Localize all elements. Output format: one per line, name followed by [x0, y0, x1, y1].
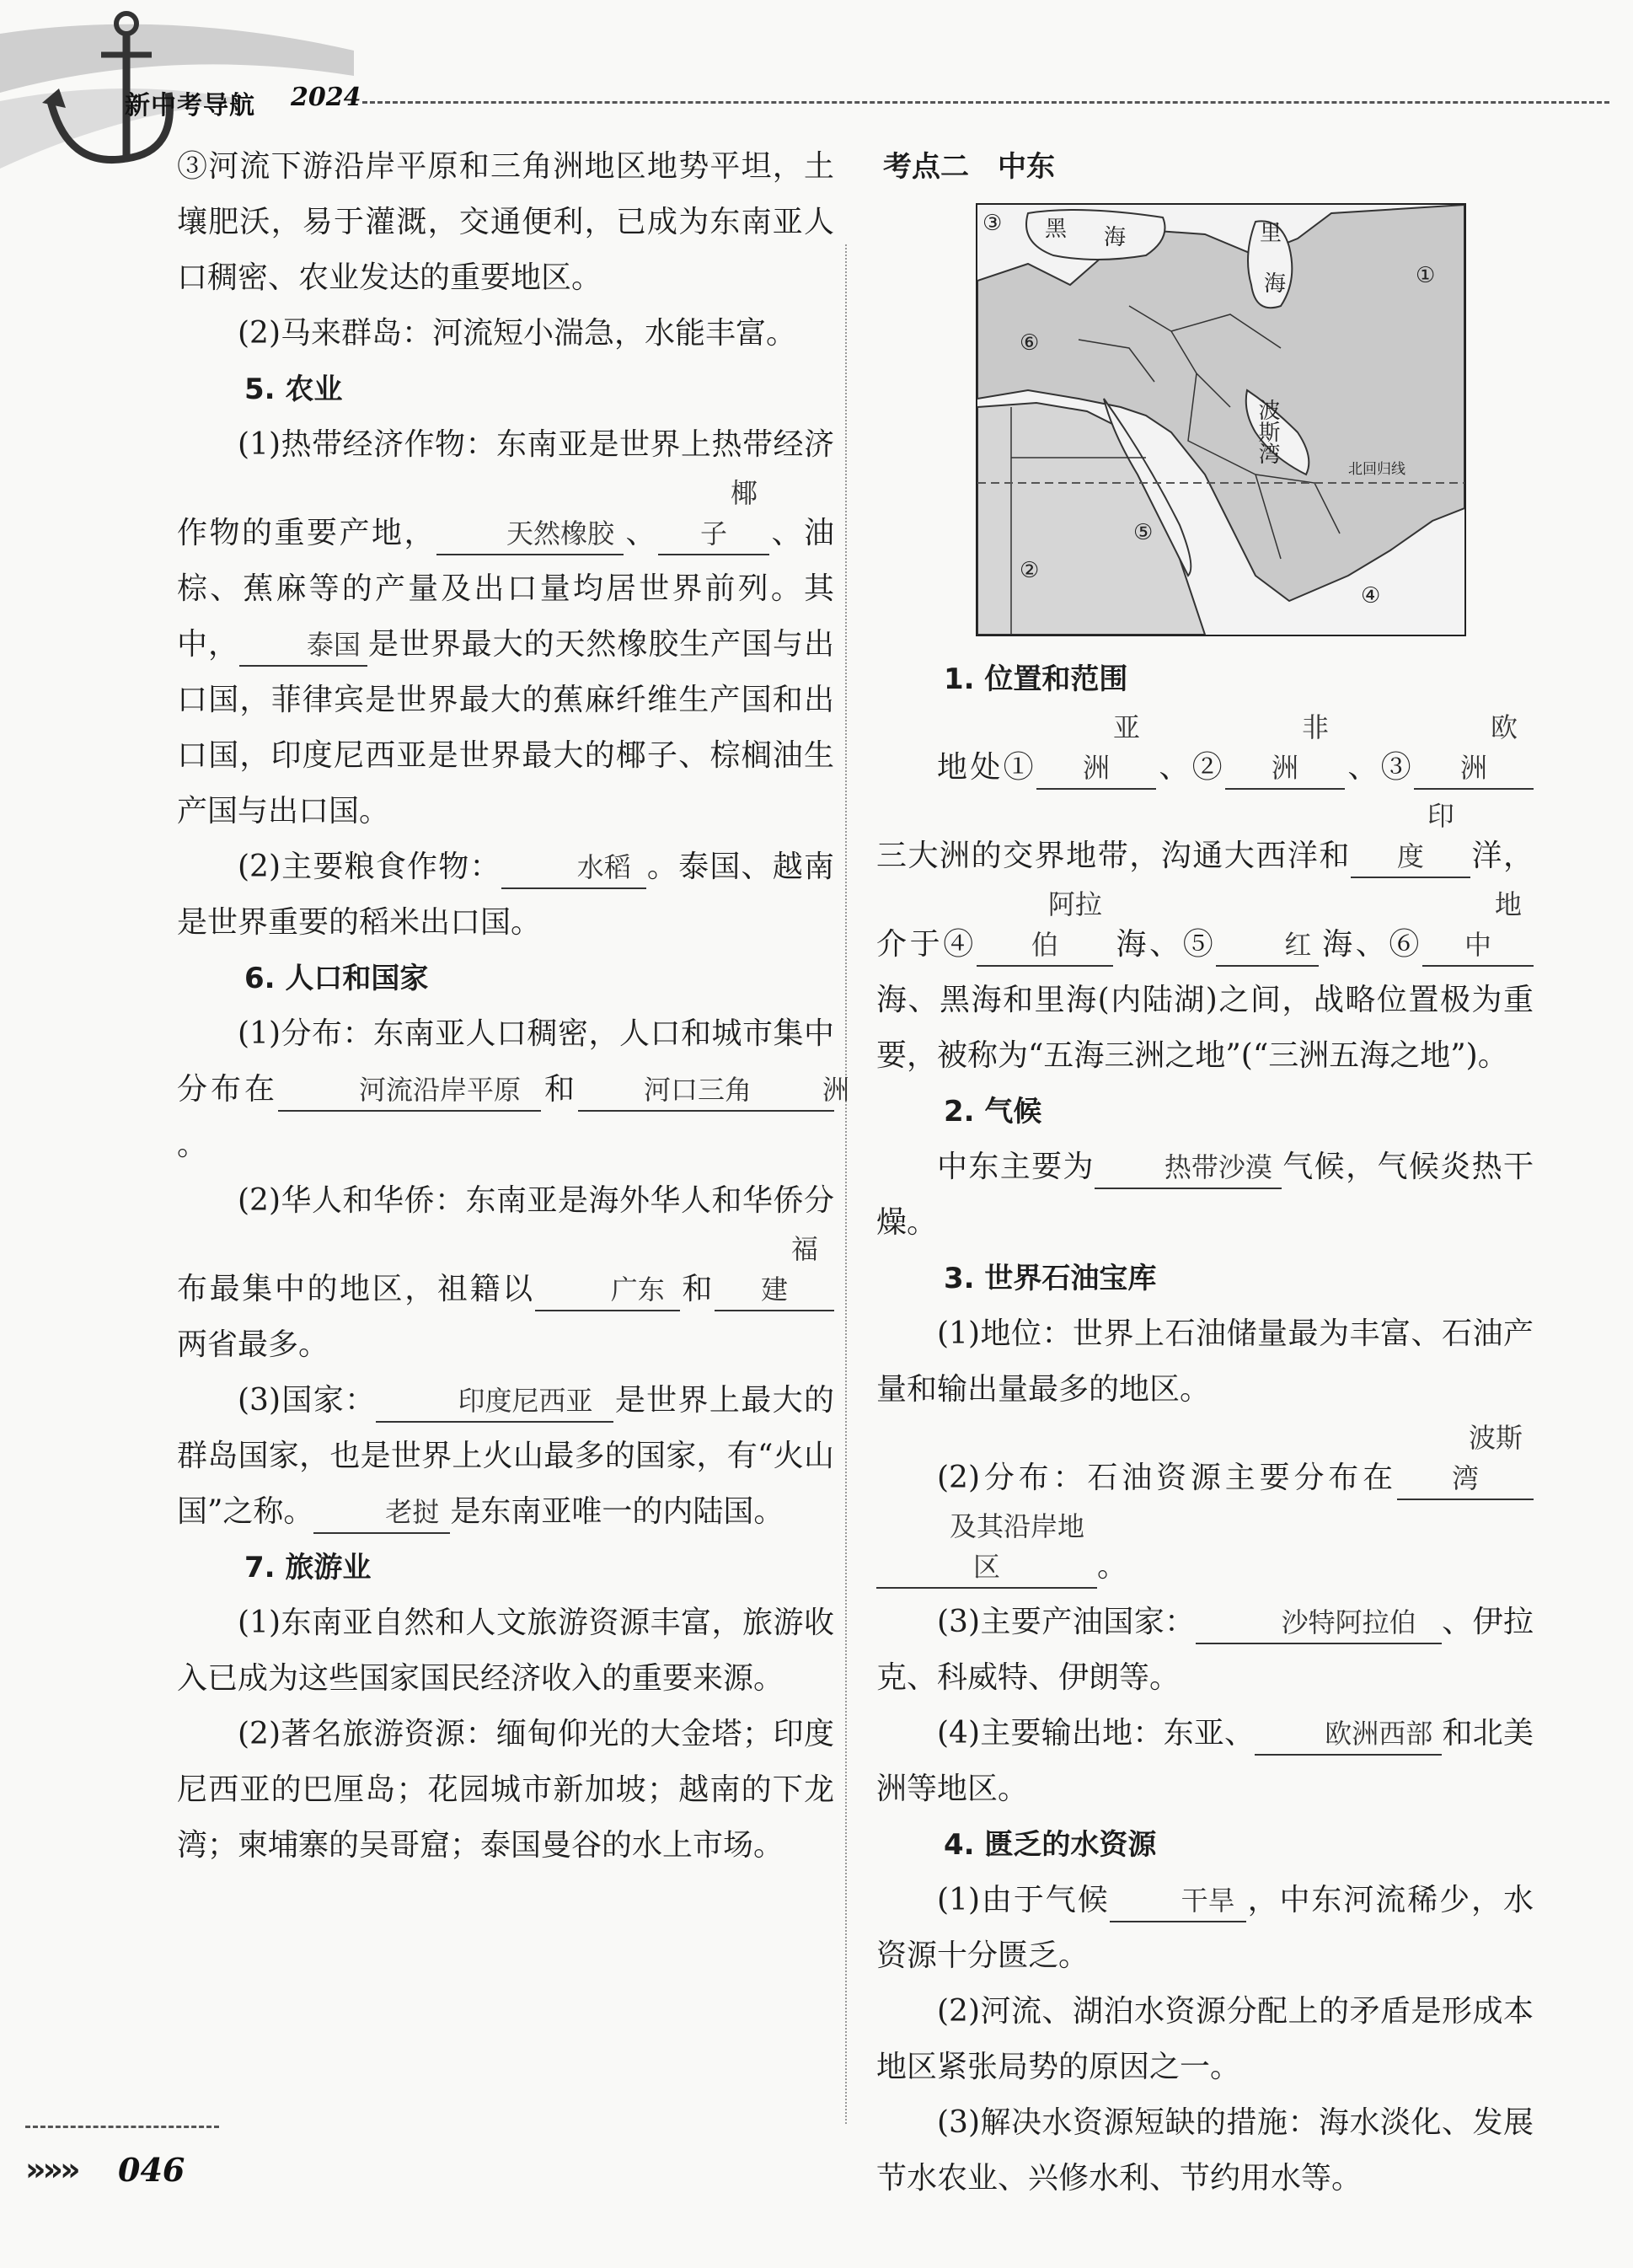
paragraph: (2)马来群岛：河流短小湍急，水能丰富。	[238, 316, 796, 351]
paragraph	[177, 1373, 834, 1540]
text: (1)由于气候	[937, 1883, 1110, 1917]
answer-blank: 干旱	[1110, 1880, 1246, 1922]
paragraph: ③河流下游沿岸平原和三角洲地区地势平坦，土壤肥沃，易于灌溉，交通便利，已成为东南亚人口稠密、农业发达的重要地区。	[177, 149, 834, 295]
middle-east-map	[976, 203, 1466, 636]
text: 和北美洲等地区。	[876, 1716, 1534, 1806]
paragraph	[876, 1873, 1534, 1984]
text: 海、⑤	[1112, 927, 1217, 962]
map-label-caspian: 海	[1264, 271, 1287, 297]
text: 是世界最大的天然橡胶生产国与出口国，菲律宾是世界最大的蕉麻纤维生产国和出口国，印度尼西亚是世界最大的椰子、棕榈油生产国与出口国。	[177, 627, 834, 828]
paragraph: (2)著名旅游资源：缅甸仰光的大金塔；印度尼西亚的巴厘岛；花园城市新加坡；越南的下龙湾；柬埔寨的吴哥窟；泰国曼谷的水上市场。	[177, 1717, 834, 1863]
brand-title: 新中考导航	[125, 91, 255, 121]
text: 两省最多。	[177, 1327, 329, 1362]
answer-blank: 椰子	[658, 473, 769, 555]
map-graphic	[977, 205, 1464, 635]
answer-blank: 广东	[535, 1269, 680, 1311]
paragraph	[177, 1173, 834, 1373]
paragraph	[876, 1706, 1534, 1817]
text: 和	[540, 1072, 578, 1107]
text: 、②	[1156, 750, 1225, 785]
text: 、油棕、蕉麻等的产量及出口量均居世界前列。其中，	[177, 516, 834, 662]
text: 是东南亚唯一的内陆国。	[450, 1494, 784, 1529]
answer-blank: 水稻	[501, 847, 646, 889]
footer-arrows-icon: »»»	[25, 2151, 78, 2188]
text: 、	[623, 516, 658, 550]
brand-year: 2024	[291, 83, 361, 112]
text: 和	[679, 1272, 715, 1306]
answer-blank: 热带沙漠	[1095, 1147, 1282, 1189]
answer-blank: 洲	[757, 1070, 834, 1112]
text: 。泰国、越南是世界重要的稻米出口国。	[177, 850, 834, 940]
text: (3)国家：	[238, 1383, 377, 1418]
map-label-black-sea: 海	[1104, 225, 1127, 250]
section-heading: 4. 匮乏的水资源	[944, 1828, 1157, 1862]
section-heading: 1. 位置和范围	[944, 662, 1128, 696]
text: 是世界上最大的群岛国家，也是世界上火山最多的国家，有“火山国”之称。	[177, 1383, 834, 1529]
text: (1)分布：东南亚人口稠密，人口和城市集中分布在	[177, 1016, 834, 1107]
answer-blank: 非洲	[1225, 707, 1345, 790]
section-heading: 7. 旅游业	[244, 1551, 372, 1584]
paragraph	[876, 1418, 1534, 1595]
answer-blank: 泰国	[239, 625, 367, 667]
text: (2)华人和华侨：东南亚是海外华人和华侨分布最集中的地区，祖籍以	[177, 1183, 834, 1306]
answer-blank: 印度	[1351, 796, 1470, 878]
paragraph	[876, 707, 1534, 1084]
text: 三大洲的交界地带，沟通大西洋和	[876, 839, 1351, 873]
text: 、③	[1345, 750, 1414, 785]
answer-blank: 河口三角	[578, 1070, 757, 1112]
paragraph: (2)河流、湖泊水资源分配上的矛盾是形成本地区紧张局势的原因之一。	[876, 1994, 1534, 2084]
answer-blank: 河流沿岸平原	[278, 1070, 541, 1112]
text: 。	[177, 1128, 208, 1162]
text: 洋，介于④	[876, 839, 1534, 962]
key-point-title: 考点二 中东	[883, 150, 1055, 184]
answer-blank: 沙特阿拉伯	[1196, 1602, 1442, 1644]
footer-divider	[25, 2126, 219, 2128]
paragraph	[876, 1595, 1534, 1706]
map-label-4: ④	[1361, 583, 1381, 609]
text: (3)主要产油国家：	[937, 1605, 1196, 1639]
text: 地处①	[937, 750, 1036, 785]
text: 、伊拉克、科威特、伊朗等。	[876, 1605, 1534, 1695]
answer-blank: 天然橡胶	[436, 513, 624, 555]
paragraph	[177, 1006, 849, 1173]
map-label-5: ⑤	[1133, 520, 1154, 545]
text: 。	[1097, 1549, 1128, 1584]
map-label-black-sea: 黑	[1045, 217, 1068, 242]
text: (2)主要粮食作物：	[238, 850, 501, 884]
paragraph: (1)地位：世界上石油储量最为丰富、石油产量和输出量最多的地区。	[876, 1316, 1534, 1407]
map-label-tropic: 北回归线	[1348, 461, 1405, 478]
paragraph	[876, 1139, 1534, 1251]
right-column	[876, 139, 1534, 2206]
answer-blank: 红	[1216, 925, 1319, 967]
text: (1)热带经济作物：东南亚是世界上热带经济作物的重要产地，	[177, 427, 834, 550]
map-label-caspian: 里	[1260, 221, 1282, 246]
map-label-1: ①	[1416, 263, 1436, 288]
answer-blank: 地中	[1422, 884, 1534, 967]
text: 中东主要为	[937, 1150, 1095, 1184]
text: 气候，气候炎热干燥。	[876, 1150, 1534, 1240]
section-heading: 3. 世界石油宝库	[944, 1262, 1157, 1295]
answer-blank: 欧洲	[1414, 707, 1534, 790]
header-divider	[362, 101, 1609, 104]
text: ，中东河流稀少，水资源十分匮乏。	[876, 1883, 1534, 1973]
answer-blank: 阿拉伯	[977, 884, 1113, 967]
page-number: 046	[118, 2151, 185, 2189]
paragraph: (1)东南亚自然和人文旅游资源丰富，旅游收入已成为这些国家国民经济收入的重要来源。	[177, 1606, 834, 1696]
section-heading: 5. 农业	[244, 373, 343, 406]
column-divider	[845, 244, 847, 2124]
text: (4)主要输出地：东亚、	[937, 1716, 1256, 1751]
map-label-6: ⑥	[1020, 330, 1040, 356]
map-label-2: ②	[1020, 558, 1040, 583]
section-heading: 6. 人口和国家	[244, 962, 429, 995]
answer-blank: 及其沿岸地区	[876, 1506, 1097, 1589]
section-heading: 2. 气候	[944, 1095, 1042, 1129]
map-label-persian-gulf: 波斯湾	[1255, 399, 1280, 464]
text: 海、⑥	[1319, 927, 1422, 962]
text: 海、黑海和里海(内陆湖)之间，战略位置极为重要，被称为“五海三洲之地”(“三洲五海之地”)。	[876, 983, 1534, 1073]
answer-blank: 福建	[715, 1229, 834, 1311]
map-label-3: ③	[982, 211, 1003, 236]
paragraph	[177, 839, 834, 951]
answer-blank: 波斯湾	[1397, 1418, 1534, 1500]
answer-blank: 老挝	[313, 1492, 450, 1534]
answer-blank: 亚洲	[1036, 707, 1156, 790]
paragraph	[177, 417, 834, 839]
answer-blank: 印度尼西亚	[376, 1381, 613, 1423]
text: (2)分布：石油资源主要分布在	[937, 1461, 1397, 1495]
paragraph: (3)解决水资源短缺的措施：海水淡化、发展节水农业、兴修水利、节约用水等。	[876, 2105, 1534, 2196]
left-column	[177, 139, 849, 1874]
answer-blank: 欧洲西部	[1255, 1713, 1442, 1756]
